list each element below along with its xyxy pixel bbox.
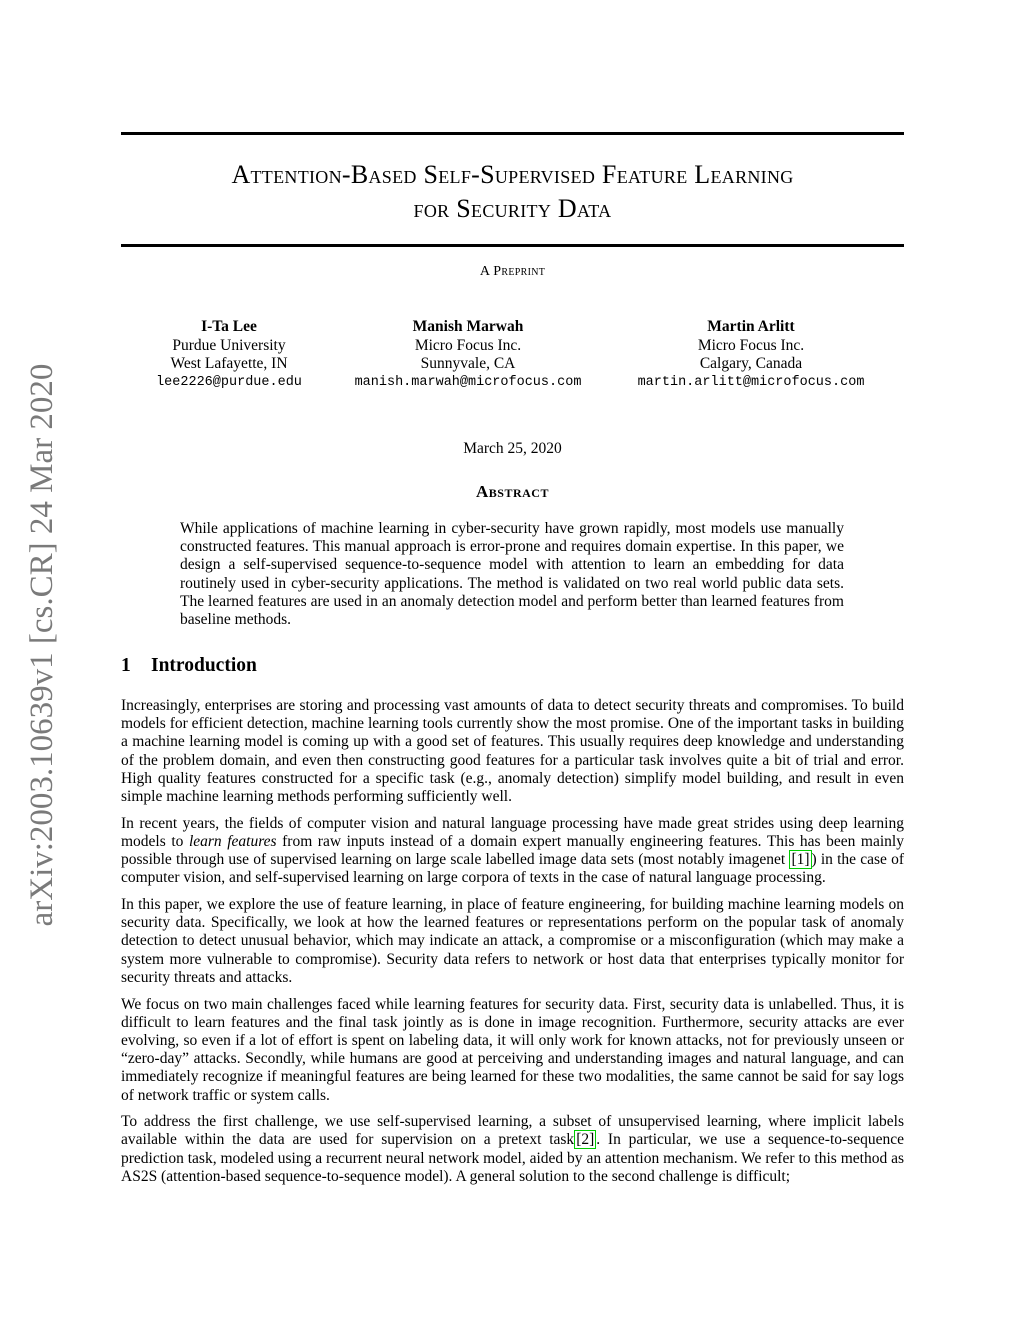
- paragraph-3: In this paper, we explore the use of feature learning, in place of feature engineering, for building machine learning models on security data. Specifically, we look at how the learned features or representations perform on the popular task of anomaly detection to detect unusual behavior, which may indicate an attack, a compromise or a misconfiguration (which may make a system more vulnerable to compromise). Security data refers to network or host data that enterprises typically monitor for security threats and attacks.: [121, 896, 904, 986]
- author-email[interactable]: manish.marwah@microfocus.com: [354, 374, 582, 390]
- citation-link[interactable]: [2]: [576, 1131, 595, 1149]
- paragraph-text: In recent years, the fields of computer vision and natural language processing have made great strides using deep learning models to: [121, 814, 904, 850]
- body-text: [121, 697, 904, 1195]
- paragraph-text: . In particular, we use a sequence-to-sequence prediction task, modeled using a recurrent neural network model, aided by an attention mechanism. We refer to this method as AS2S (attention-based sequence-to-sequence model). A general solution to the second challenge is difficult;: [121, 1131, 904, 1185]
- preprint-label: A Preprint: [479, 264, 546, 279]
- paragraph-4: We focus on two main challenges faced while learning features for security data. First, security data is unlabelled. Thus, it is difficult to learn features and the final task jointly as is done in image recognition. Furthermore, security attacks are ever evolving, so even if a lot of effort is spent on labeling data, it will only work for known attacks, not for previously unseen or “zero-day” attacks. Secondly, while humans are good at perceiving and understanding images and natural language, and can immediately recognize if meaningful features are being learned for these two modalities, the same cannot be said for say logs of network traffic or system calls.: [121, 995, 904, 1104]
- author-location: Sunnyvale, CA: [420, 355, 516, 372]
- title-top-rule: [121, 132, 904, 135]
- author-block: [0, 318, 1024, 398]
- publication-date: March 25, 2020: [463, 440, 562, 457]
- paragraph-text: from raw inputs instead of a domain expert manually engineering features. This has been mainly possible through use of supervised learning on large scale labelled image data sets (most notably imagenet: [121, 832, 904, 869]
- author-email[interactable]: martin.arlitt@microfocus.com: [637, 374, 865, 390]
- author-name: Manish Marwah: [412, 318, 524, 335]
- author-email[interactable]: lee2226@purdue.edu: [156, 374, 302, 390]
- paragraph-text: ) in the case of computer vision, and self-supervised learning on large corpora of texts in the case of natural language processing.: [121, 851, 904, 887]
- title-bottom-rule: [121, 244, 904, 247]
- author-2: [318, 318, 618, 392]
- paragraph-5: [121, 1113, 904, 1186]
- arxiv-identifier: arXiv:2003.10639v1 [cs.CR] 24 Mar 2020: [24, 363, 60, 927]
- title-line-2: for Security Data: [413, 194, 612, 223]
- section-heading: [121, 655, 257, 677]
- author-affiliation: Micro Focus Inc.: [697, 336, 805, 354]
- author-location: Calgary, Canada: [699, 355, 803, 372]
- author-location: West Lafayette, IN: [170, 355, 288, 372]
- author-affiliation: Purdue University: [172, 336, 286, 354]
- title-line-1: Attention-Based Self-Supervised Feature Learning: [231, 160, 794, 189]
- abstract-text: While applications of machine learning in cyber-security have grown rapidly, most models use manually constructed features. This manual approach is error-prone and requires domain expertise. In this paper, we design a self-supervised sequence-to-sequence model with attention to learn an embedding for data routinely used in cyber-security applications. The method is validated on two real world public data sets. The learned features are used in an anomaly detection model and perform better than learned features from baseline methods.: [180, 520, 844, 629]
- paragraph-1: Increasingly, enterprises are storing and processing vast amounts of data to detect security threats and compromises. To build models for efficient detection, machine learning tools currently show the most promise. One of the important tasks in building a machine learning model is coming up with a good set of features. This usually requires deep knowledge and understanding of the problem domain, and even then constructing good features for a particular task involves quite a bit of trial and error. High quality features constructed for a specific task (e.g., anomaly detection) simplify model building, and result in even simple machine learning methods performing sufficiently well.: [121, 697, 904, 806]
- emphasis-text: learn features: [188, 832, 277, 850]
- author-name: I-Ta Lee: [201, 318, 257, 335]
- paper-title: [121, 158, 904, 226]
- author-name: Martin Arlitt: [707, 318, 795, 335]
- abstract-heading: Abstract: [476, 482, 549, 501]
- section-title: Introduction: [151, 655, 257, 676]
- paragraph-text: To address the first challenge, we use self-supervised learning, a subset of unsupervised learning, where implicit labels available within the data are used for supervision on a pretext task: [121, 1113, 904, 1149]
- author-affiliation: Micro Focus Inc.: [414, 336, 522, 354]
- author-3: [601, 318, 901, 392]
- citation-link[interactable]: [1]: [791, 851, 810, 869]
- paragraph-2: [121, 815, 904, 888]
- section-number: 1: [121, 655, 131, 676]
